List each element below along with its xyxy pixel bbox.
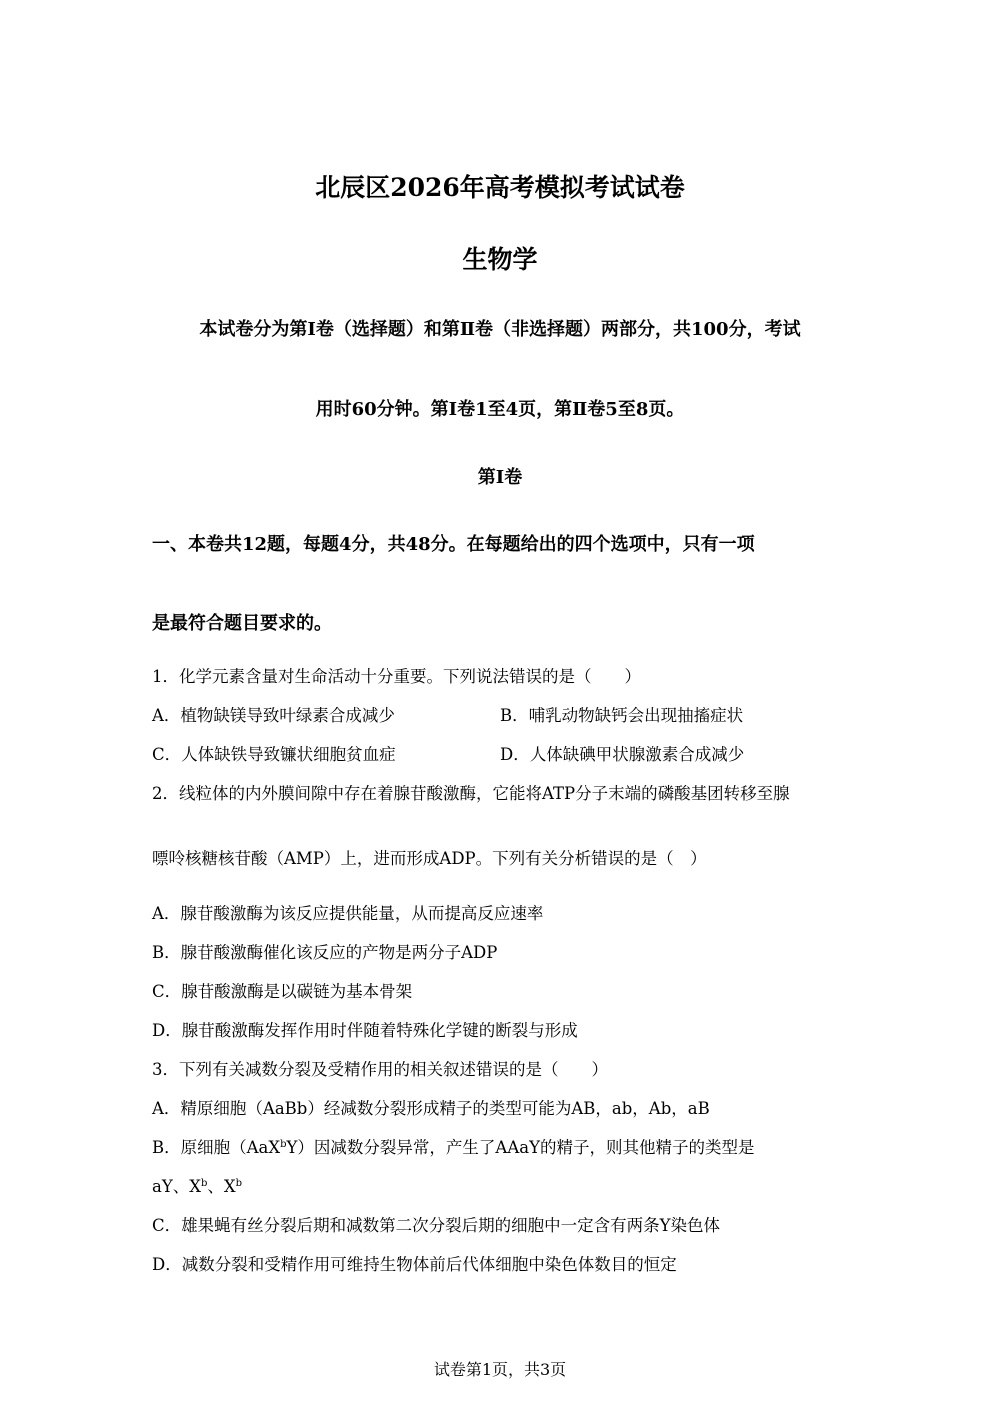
question-2-option-a: A．腺苷酸激酶为该反应提供能量，从而提高反应速率	[152, 904, 544, 923]
question-3-option-b2-pre: aY、X	[152, 1177, 201, 1196]
question-3-stem: 3．下列有关减数分裂及受精作用的相关叙述错误的是（ ）	[152, 1060, 608, 1079]
superscript-b-2: b	[235, 1178, 243, 1189]
question-3-option-d: D．减数分裂和受精作用可维持生物体前后代体细胞中染色体数目的恒定	[152, 1255, 677, 1274]
intro-line-1: 本试卷分为第Ⅰ卷（选择题）和第Ⅱ卷（非选择题）两部分，共100分，考试	[199, 319, 801, 340]
intro-line-2: 用时60分钟。第Ⅰ卷1至4页，第Ⅱ卷5至8页。	[315, 399, 685, 420]
question-3-option-a: A．精原细胞（AaBb）经减数分裂形成精子的类型可能为AB，ab，Ab，aB	[152, 1099, 710, 1118]
question-2-stem-line-2: 嘌呤核糖核苷酸（AMP）上，进而形成ADP。下列有关分析错误的是（ ）	[152, 849, 707, 868]
question-1-option-b: B．哺乳动物缺钙会出现抽搐症状	[500, 706, 744, 725]
subject-title: 生物学	[462, 245, 538, 274]
question-3-option-b-text-post: Y）因减数分裂异常，产生了AAaY的精子，则其他精子的类型是	[286, 1138, 755, 1157]
page-footer: 试卷第1页，共3页	[433, 1360, 567, 1379]
question-2-option-b: B．腺苷酸激酶催化该反应的产物是两分子ADP	[152, 943, 498, 962]
question-3-option-c: C．雄果蝇有丝分裂后期和减数第二次分裂后期的细胞中一定含有两条Y染色体	[152, 1216, 721, 1235]
question-1-option-c: C．人体缺铁导致镰状细胞贫血症	[152, 745, 396, 764]
section-instruction-line-1: 一、本卷共12题，每题4分，共48分。在每题给出的四个选项中，只有一项	[152, 534, 755, 555]
superscript-b-1: b	[200, 1178, 208, 1189]
question-1-option-a: A．植物缺镁导致叶绿素合成减少	[152, 706, 395, 725]
question-2-stem-line-1: 2．线粒体的内外膜间隙中存在着腺苷酸激酶，它能将ATP分子末端的磷酸基团转移至腺	[152, 784, 790, 803]
question-1-option-d: D．人体缺碘甲状腺激素合成减少	[500, 745, 745, 764]
question-1-stem: 1．化学元素含量对生命活动十分重要。下列说法错误的是（ ）	[152, 667, 641, 686]
question-2-option-c: C．腺苷酸激酶是以碳链为基本骨架	[152, 982, 413, 1001]
volume-heading: 第Ⅰ卷	[477, 467, 523, 488]
question-3-option-b-continued	[152, 1173, 242, 1197]
question-3-option-b2-mid: 、X	[207, 1177, 236, 1196]
question-3-option-b-text-pre: B．原细胞（AaX	[152, 1138, 281, 1157]
question-3-option-b	[152, 1134, 755, 1158]
section-instruction-line-2: 是最符合题目要求的。	[152, 613, 332, 634]
exam-title: 北辰区2026年高考模拟考试试卷	[315, 173, 685, 202]
superscript-b: b	[280, 1139, 287, 1150]
question-2-option-d: D．腺苷酸激酶发挥作用时伴随着特殊化学键的断裂与形成	[152, 1021, 578, 1040]
